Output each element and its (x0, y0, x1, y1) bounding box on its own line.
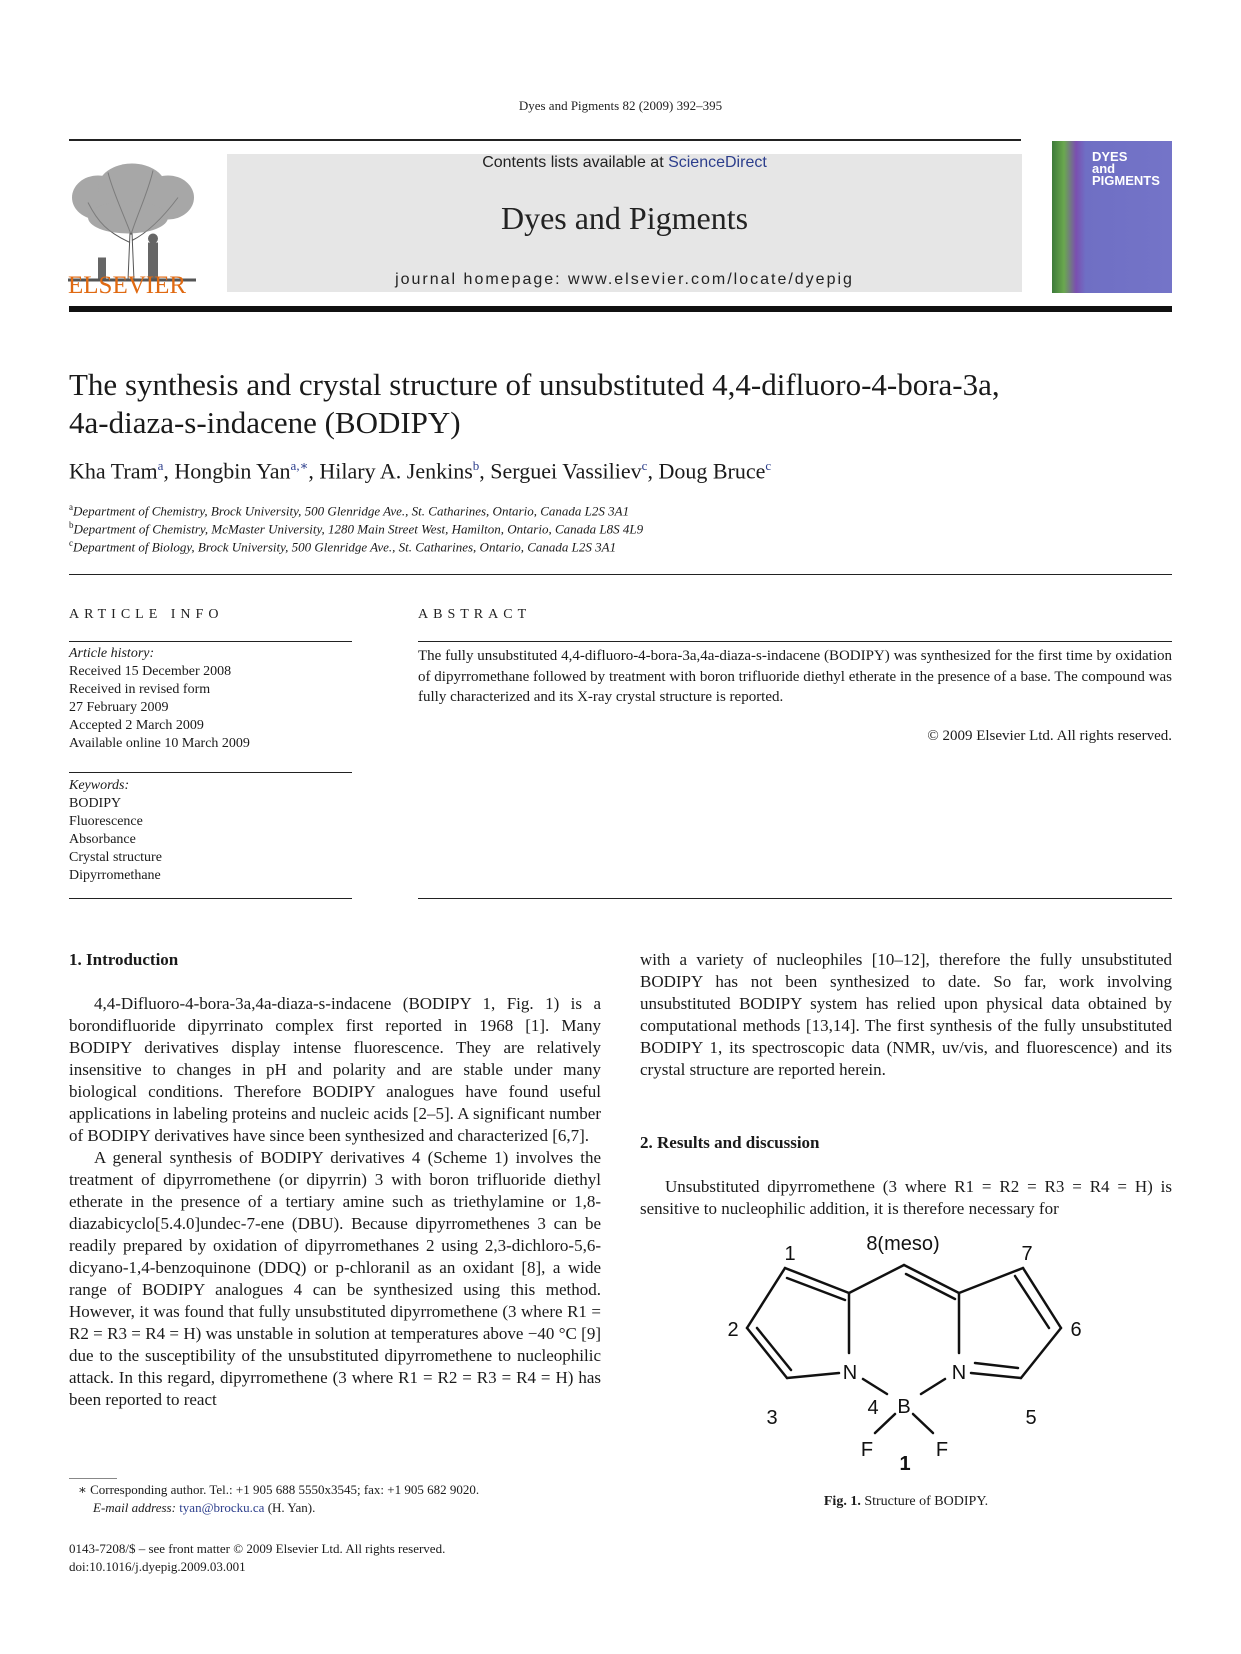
history-item: Received 15 December 2008 (69, 664, 232, 679)
paragraph: A general synthesis of BODIPY derivatives 4 (Scheme 1) involves the treatment of dipyrromethene (or dipyrrin) 3 with boron trifluoride diethyl etherate in the presence of a tertiary amine such as triethylamine or 1,8-diazabicyclo[5.4.0]undec-7-ene (DBU). Because dipyrromethenes 3 can be readily prepared by oxidation of dipyrromethanes 2 using 2,3-dichloro-5,6-dicyano-1,4-benzoquinone (DDQ) or p-chloranil as an oxidant [8], a wide range of BODIPY analogues 4 can be synthesized using this method. However, it was found that fully unsubstituted dipyrromethene (3 where R1 = R2 = R3 = R4 = H) was unstable in solution at temperatures above −40 °C [9] due to the susceptibility of the unsubstituted dipyrromethene to nucleophilic attack. In this regard, dipyrromethene (3 where R1 = R2 = R3 = R4 = H) has been reported to react (69, 1148, 601, 1409)
title-line-2: 4a-diaza-s-indacene (BODIPY) (69, 405, 461, 440)
affiliation-text: Department of Biology, Brock University, 500 Glenridge Ave., St. Catharines, Ontario, Canada L2S 3A1 (73, 539, 617, 555)
paragraph: Unsubstituted dipyrromethene (3 where R1 = R2 = R3 = R4 = H) is sensitive to nucleophilic addition, it is therefore necessary for (640, 1177, 1172, 1218)
article-info-heading: ARTICLE INFO (69, 607, 224, 622)
bodipy-structure-figure (715, 1236, 1095, 1476)
footnote (78, 1481, 608, 1517)
author-affil-marker[interactable]: a (157, 458, 164, 473)
bond (747, 1268, 785, 1328)
front-matter (69, 1540, 629, 1576)
bond (787, 1373, 839, 1378)
figure-caption (640, 1494, 1172, 1510)
compound-number: 1 (899, 1453, 911, 1475)
bond (921, 1379, 945, 1394)
position-label: 3 (766, 1407, 778, 1429)
bond (863, 1379, 887, 1394)
affiliation-text: Department of Chemistry, Brock University, 500 Glenridge Ave., St. Catharines, Ontario, Canada L2S 3A1 (73, 503, 630, 519)
intro-body (69, 993, 601, 1411)
results-body (640, 1176, 1172, 1220)
position-label: 2 (727, 1319, 739, 1341)
journal-citation: Dyes and Pigments 82 (2009) 392–395 (518, 98, 723, 113)
cover-title: DYES and PIGMENTS (1092, 149, 1160, 188)
top-rule (69, 139, 1021, 141)
affiliation (69, 502, 629, 519)
header-rule (69, 306, 1172, 312)
keyword: Absorbance (69, 832, 136, 847)
position-label: 1 (784, 1243, 796, 1265)
info-rule (69, 641, 352, 642)
contents-line (227, 154, 1022, 172)
author-name: Serguei Vassiliev (490, 458, 642, 484)
article-title (69, 366, 1169, 442)
bond (1021, 1328, 1061, 1378)
affiliation-text: Department of Chemistry, McMaster University, 1280 Main Street West, Hamilton, Ontario, Canada L8S 4L9 (73, 521, 644, 537)
bond (971, 1373, 1021, 1378)
section-heading-results: 2. Results and discussion (640, 1133, 820, 1152)
bond (849, 1265, 904, 1293)
journal-homepage[interactable]: journal homepage: www.elsevier.com/locate/dyepig (395, 271, 854, 288)
section-rule (69, 574, 1172, 575)
email-label: E-mail address: (93, 1500, 180, 1515)
atom-label-n: N (842, 1362, 858, 1384)
position-label-meso: 8(meso) (866, 1236, 940, 1255)
bond (904, 1265, 959, 1293)
bond (747, 1328, 787, 1378)
position-label: 7 (1021, 1243, 1033, 1265)
journal-banner (227, 154, 1022, 292)
journal-name: Dyes and Pigments (500, 200, 749, 236)
author-affil-marker[interactable]: a,∗ (290, 458, 309, 473)
info-rule (69, 772, 352, 773)
position-label: 4 (867, 1397, 879, 1419)
abstract-rule (418, 641, 1172, 642)
sciencedirect-link[interactable]: ScienceDirect (668, 154, 767, 171)
history-label: Article history: (69, 646, 155, 661)
corresponding-author-note: ∗ Corresponding author. Tel.: +1 905 688 5550x3545; fax: +1 905 682 9020. (78, 1482, 480, 1497)
affiliation-marker: c (69, 538, 73, 548)
abstract-rule (418, 898, 1172, 899)
journal-cover-thumbnail (1052, 141, 1172, 293)
author-name: Hilary A. Jenkins (319, 458, 473, 484)
abstract-text: The fully unsubstituted 4,4-difluoro-4-bora-3a,4a-diaza-s-indacene (BODIPY) was synthesized for the first time by oxidation of dipyrromethane followed by treatment with boron trifluoride diethyl etherate in the presence of a base. The compound was fully characterized and its X-ray crystal structure is reported. (418, 648, 1172, 705)
footnote-rule (69, 1478, 117, 1479)
email-suffix: (H. Yan). (264, 1500, 316, 1515)
doi-line[interactable]: doi:10.1016/j.dyepig.2009.03.001 (69, 1559, 246, 1574)
atom-label-b: B (897, 1396, 911, 1418)
contents-prefix: Contents lists available at (482, 154, 669, 171)
affiliation (69, 538, 616, 555)
position-label: 5 (1025, 1407, 1037, 1429)
history-item: Accepted 2 March 2009 (69, 718, 204, 733)
info-rule (69, 898, 352, 899)
keywords-label: Keywords: (69, 778, 130, 793)
keyword: Fluorescence (69, 814, 143, 829)
keyword: Crystal structure (69, 850, 162, 865)
history-item: 27 February 2009 (69, 700, 169, 715)
author-list: Kha Tram$^a$, Hongbin Yan$^{a,∗}$, Hilary A. Jenkins$^b$, Serguei Vassiliev$^c$, Doug Bruce$^c$ (69, 458, 772, 484)
author-name: Doug Bruce (658, 458, 766, 484)
affiliation (69, 520, 643, 537)
bond-double (975, 1363, 1018, 1368)
keyword: Dipyrromethane (69, 868, 161, 883)
bond (913, 1414, 933, 1433)
author-name: Hongbin Yan (174, 458, 291, 484)
atom-label-f: F (935, 1439, 949, 1461)
elsevier-wordmark: ELSEVIER (68, 272, 187, 299)
issn-line: 0143-7208/$ – see front matter © 2009 Elsevier Ltd. All rights reserved. (69, 1541, 446, 1556)
abstract-heading: ABSTRACT (418, 607, 532, 622)
email-link[interactable]: tyan@brocku.ca (179, 1500, 265, 1515)
intro-continued (640, 949, 1172, 1081)
bond (959, 1268, 1023, 1293)
paragraph: with a variety of nucleophiles [10–12], therefore the fully unsubstituted BODIPY has not been synthesized to date. So far, work involving unsubstituted BODIPY system has relied upon physical data obtained by computational methods [13,14]. The first synthesis of the fully unsubstituted BODIPY 1, its spectroscopic data (NMR, uv/vis, and fluorescence) and its crystal structure are reported herein. (640, 950, 1172, 1079)
keywords (69, 777, 359, 885)
author-affil-marker[interactable]: b (472, 458, 480, 473)
history-item: Received in revised form (69, 682, 211, 697)
author-affil-marker[interactable]: c (765, 458, 772, 473)
affiliation-marker: b (69, 520, 74, 530)
section-heading-introduction: 1. Introduction (69, 950, 179, 969)
atom-label-n: N (951, 1362, 967, 1384)
author-affil-marker[interactable]: c (641, 458, 648, 473)
figure-caption-label: Fig. 1. (823, 1494, 861, 1509)
atom-label-f: F (860, 1439, 874, 1461)
abstract-copyright: © 2009 Elsevier Ltd. All rights reserved. (927, 728, 1172, 744)
affiliation-marker: a (69, 502, 73, 512)
article-history (69, 645, 359, 753)
paragraph: 4,4-Difluoro-4-bora-3a,4a-diaza-s-indacene (BODIPY 1, Fig. 1) is a borondifluoride dipyrrinato complex first reported in 1968 [1]. Many BODIPY derivatives display intense fluorescence. They are relatively insensitive to changes in pH and polarity and are stable under many biological conditions. Therefore BODIPY analogues have found useful applications in labeling proteins and nucleic acids [2–5]. A significant number of BODIPY derivatives have since been synthesized and characterized [6,7]. (69, 994, 601, 1145)
history-item: Available online 10 March 2009 (69, 736, 250, 751)
author-name: Kha Tram (69, 458, 158, 484)
title-line-1: The synthesis and crystal structure of unsubstituted 4,4-difluoro-4-bora-3a, (69, 367, 1000, 402)
position-label: 6 (1070, 1319, 1082, 1341)
keyword: BODIPY (69, 796, 122, 811)
figure-caption-text: Structure of BODIPY. (860, 1494, 989, 1509)
